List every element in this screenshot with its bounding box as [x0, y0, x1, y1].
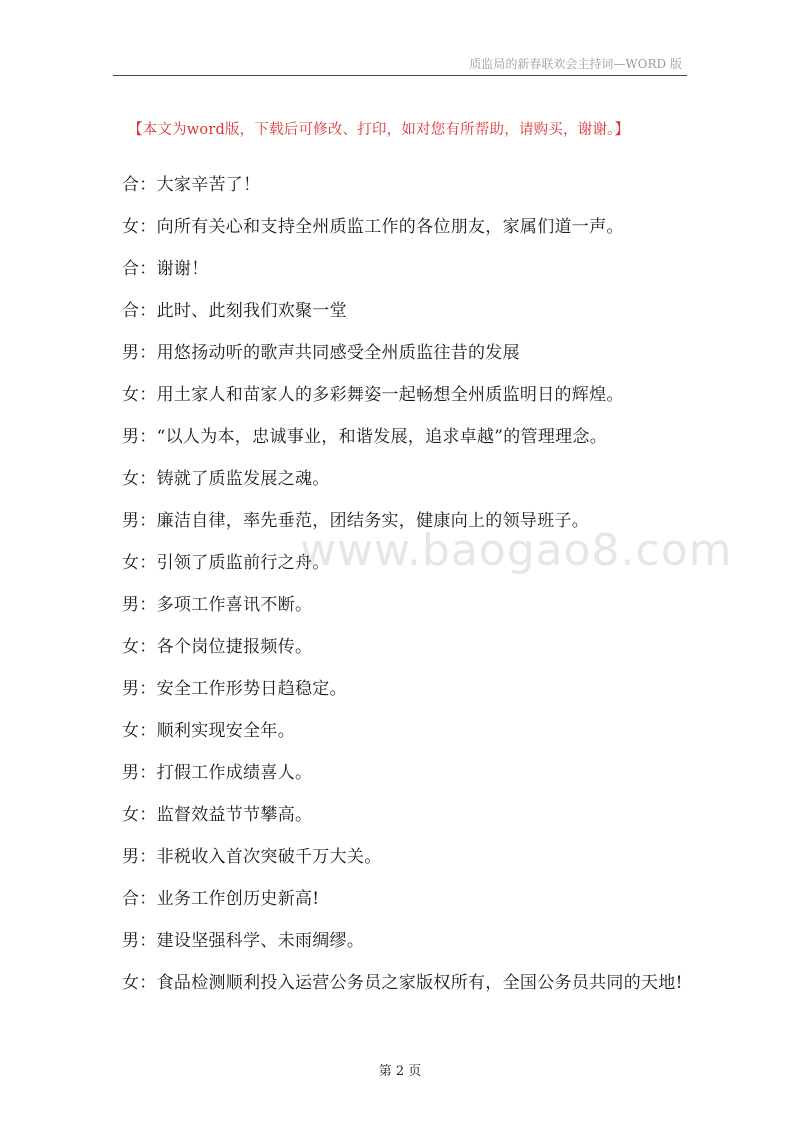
script-line: 合：此时、此刻我们欢聚一堂 [122, 301, 347, 321]
script-line: 女：食品检测顺利投入运营公务员之家版权所有，全国公务员共同的天地! [122, 973, 683, 993]
script-line: 合：谢谢！ [122, 259, 209, 279]
script-body [122, 164, 692, 1004]
page-number: 第 2 页 [378, 1064, 422, 1079]
script-line: 女：各个岗位捷报频传。 [122, 637, 313, 657]
script-line: 合：业务工作创历史新高! [122, 889, 320, 909]
script-line: 男：多项工作喜讯不断。 [122, 595, 313, 615]
watermark: www.baogao8.com [300, 525, 733, 576]
download-notice: 【本文为word版，下载后可修改、打印，如对您有所帮助，请购买，谢谢。】 [128, 122, 630, 138]
script-line: 男：安全工作形势日趋稳定。 [122, 679, 347, 699]
script-line: 男：“以人为本，忠诚事业，和谐发展，追求卓越”的管理理念。 [122, 427, 608, 447]
script-line: 男：建设坚强科学、未雨绸缪。 [122, 931, 365, 951]
script-line: 女：铸就了质监发展之魂。 [122, 469, 330, 489]
header-divider [113, 75, 687, 76]
header-title: 质监局的新春联欢会主持词—WORD 版 [469, 57, 682, 71]
script-line: 女：用土家人和苗家人的多彩舞姿一起畅想全州质监明日的辉煌。 [122, 385, 624, 405]
script-line: 女：监督效益节节攀高。 [122, 805, 313, 825]
script-line: 女：顺利实现安全年。 [122, 721, 295, 741]
script-line: 男：打假工作成绩喜人。 [122, 763, 313, 783]
script-line: 女：引领了质监前行之舟。 [122, 553, 330, 573]
script-line: 男：用悠扬动听的歌声共同感受全州质监往昔的发展 [122, 343, 520, 363]
script-line: 合：大家辛苦了！ [122, 175, 261, 195]
script-line: 男：廉洁自律，率先垂范，团结务实，健康向上的领导班子。 [122, 511, 590, 531]
script-line: 女：向所有关心和支持全州质监工作的各位朋友，家属们道一声。 [122, 217, 624, 237]
script-line: 男：非税收入首次突破千万大关。 [122, 847, 382, 867]
